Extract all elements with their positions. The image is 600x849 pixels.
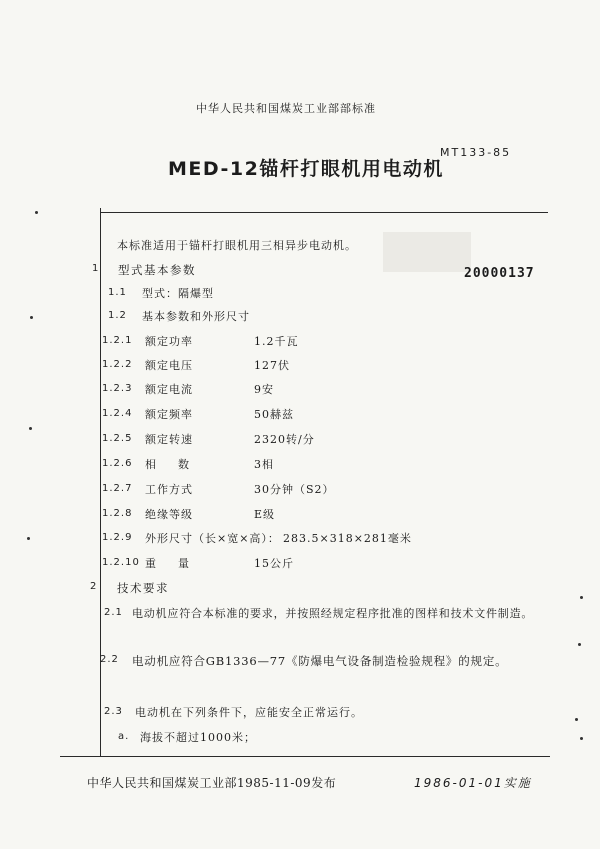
param-number: 1.2.9 [102,532,133,543]
param-value: 2320转/分 [254,433,315,446]
param-value: 30分钟（S2） [254,483,335,496]
clause-number: 2.1 [104,607,123,618]
document-title: MED-12锚杆打眼机用电动机 [168,158,444,180]
clause-number: 1.1 [108,287,127,298]
implementation-date: 1986-01-01实施 [414,776,532,790]
scan-speck [29,427,32,430]
param-name: 额定电流 [145,383,193,396]
param-number: 1.2.5 [102,433,133,444]
bottom-rule [60,756,550,757]
param-value: 50赫兹 [254,408,294,421]
param-name: 工作方式 [145,483,193,496]
section-number: 2 [90,581,98,592]
clause-number: 1.2 [108,310,127,321]
param-name: 额定频率 [145,408,193,421]
param-name: 额定功率 [145,335,193,348]
param-value: 15公斤 [254,557,294,570]
param-value: 127伏 [254,359,290,372]
param-name: 相数 [145,458,211,471]
param-name: 绝缘等级 [145,508,193,521]
section-title: 技术要求 [117,581,169,595]
param-number: 1.2.1 [102,335,133,346]
scan-speck [575,718,578,721]
clause-text: 电动机应符合GB1336—77《防爆电气设备制造检验规程》的规定。 [132,654,508,668]
param-value: 283.5×318×281毫米 [283,532,412,545]
clause-number: 2.2 [100,654,119,665]
section-title: 型式基本参数 [118,263,196,277]
scan-speck [27,537,30,540]
param-number: 1.2.6 [102,458,133,469]
scan-speck [580,737,583,740]
scan-speck [580,596,583,599]
param-value: 1.2千瓦 [254,335,299,348]
list-item-text: 海拔不超过1000米； [140,731,256,744]
clause-text: 电动机在下列条件下，应能安全正常运行。 [135,706,363,719]
archive-number: 20000137 [464,266,535,281]
section-number: 1 [92,263,100,274]
list-marker: a. [118,731,130,742]
standard-code: MT133-85 [440,146,512,159]
scan-speck [30,316,33,319]
param-number: 1.2.8 [102,508,133,519]
param-number: 1.2.10 [102,557,140,568]
clause-number: 2.3 [104,706,123,717]
param-value: E级 [254,508,276,521]
param-name: 额定电压 [145,359,193,372]
param-name: 重量 [145,557,211,570]
scope-statement: 本标准适用于锚杆打眼机用三相异步电动机。 [117,239,357,252]
issue-info: 中华人民共和国煤炭工业部1985-11-09发布 [87,776,337,790]
param-number: 1.2.3 [102,383,133,394]
clause-text: 基本参数和外形尺寸 [142,310,250,323]
issuing-organization: 中华人民共和国煤炭工业部部标准 [196,102,376,115]
top-rule [100,212,548,213]
scan-speck [35,211,38,214]
clause-text: 型式：隔爆型 [142,287,214,300]
left-margin-line [100,208,101,756]
clause-text: 电动机应符合本标准的要求，并按照经规定程序批准的图样和技术文件制造。 [132,607,534,620]
archive-stamp [383,232,471,272]
param-name: 外形尺寸（长×宽×高）： [145,532,280,545]
param-value: 9安 [254,383,274,396]
param-name: 额定转速 [145,433,193,446]
param-number: 1.2.7 [102,483,133,494]
param-number: 1.2.2 [102,359,133,370]
param-value: 3相 [254,458,274,471]
param-number: 1.2.4 [102,408,133,419]
scan-speck [578,643,581,646]
